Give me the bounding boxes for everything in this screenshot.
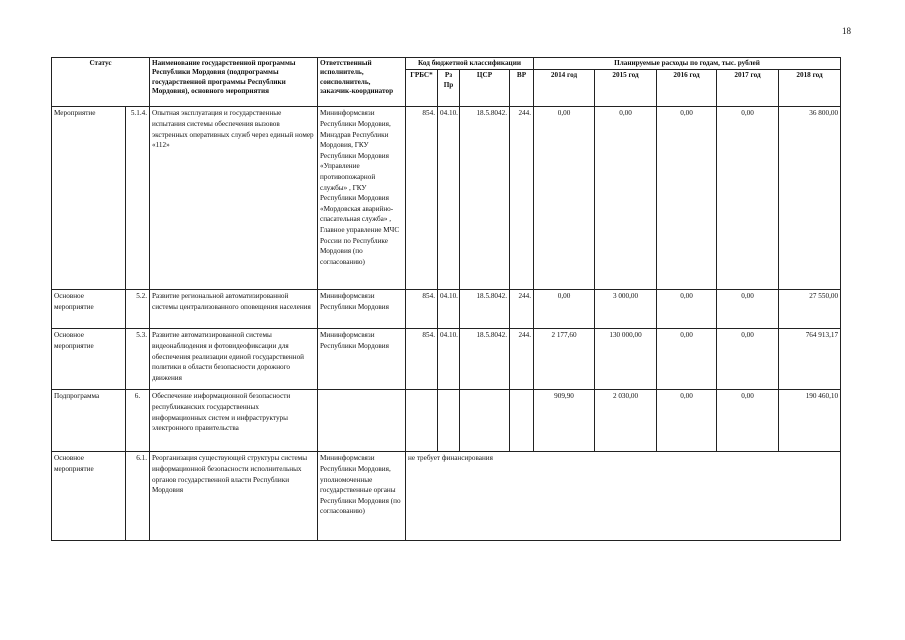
row-status: Основное мероприятие: [52, 290, 126, 329]
row-2015: 0,00: [595, 107, 657, 290]
row-vr: 244.: [510, 107, 534, 290]
row-vr: 244.: [510, 290, 534, 329]
header-status: Статус: [52, 58, 150, 107]
row-2014: 0,00: [534, 290, 595, 329]
header-grbs: ГРБС*: [406, 70, 438, 107]
row-name: Развитие региональной автоматизированной системы централизованного оповещения населения: [150, 290, 318, 329]
header-vr: ВР: [510, 70, 534, 107]
row-2016: 0,00: [657, 329, 717, 390]
table-row: [52, 329, 841, 390]
row-status: Мероприятие: [52, 107, 126, 290]
table-row: [52, 452, 841, 541]
row-grbs: [406, 390, 438, 452]
row-rz: 04.10.: [438, 107, 460, 290]
row-responsible: Мининформсвязи Республики Мордовия, уполномоченные государственные органы Республики Мордовия (по согласованию): [318, 452, 406, 541]
row-name: Реорганизация существующей структуры системы информационной безопасности исполнительных органов государственной власти Республики Мордовия: [150, 452, 318, 541]
row-rz: [438, 390, 460, 452]
row-2015: 130 000,00: [595, 329, 657, 390]
row-csr: [460, 390, 510, 452]
header-year-2015: 2015 год: [595, 70, 657, 107]
row-responsible: Мининформсвязи Республики Мордовия: [318, 290, 406, 329]
row-csr: 18.5.8042.: [460, 329, 510, 390]
row-2018: 27 550,00: [779, 290, 841, 329]
no-financing-note: не требует финансирования: [406, 452, 841, 541]
row-status: Основное мероприятие: [52, 329, 126, 390]
row-2018: 764 913,17: [779, 329, 841, 390]
row-name: Обеспечение информационной безопасности республиканских государственных информационных систем и инфраструктуры электронного правительства: [150, 390, 318, 452]
header-responsible: Ответственный исполнитель, соисполнитель, заказчик-координатор: [318, 58, 406, 107]
row-2016: 0,00: [657, 290, 717, 329]
header-planned: Планируемые расходы по годам, тыс. рублей: [534, 58, 841, 70]
row-number: 5.1.4.: [126, 107, 150, 290]
row-number: 5.2.: [126, 290, 150, 329]
row-responsible: [318, 390, 406, 452]
row-2015: 2 030,00: [595, 390, 657, 452]
header-name: Наименование государственной программы Республики Мордовия (подпрограммы государственной программы Республики Мордовия), основного мероприятия: [150, 58, 318, 107]
header-budget-code: Код бюджетной классификации: [406, 58, 534, 70]
row-vr: 244.: [510, 329, 534, 390]
row-2016: 0,00: [657, 107, 717, 290]
header-year-2017: 2017 год: [717, 70, 779, 107]
row-name: Развитие автоматизированной системы видеонаблюдения и фотовидеофиксации для обеспечения реализации единой государственной политики в области безопасности дорожного движения: [150, 329, 318, 390]
row-vr: [510, 390, 534, 452]
row-csr: 18.5.8042.: [460, 290, 510, 329]
row-2017: 0,00: [717, 390, 779, 452]
row-rz: 04.10.: [438, 329, 460, 390]
budget-table: [51, 57, 841, 541]
row-rz: 04.10.: [438, 290, 460, 329]
header-row-1: [52, 58, 841, 70]
header-year-2016: 2016 год: [657, 70, 717, 107]
header-rz: Рз Пр: [438, 70, 460, 107]
row-status: Основное мероприятие: [52, 452, 126, 541]
row-csr: 18.5.8042.: [460, 107, 510, 290]
header-csr: ЦСР: [460, 70, 510, 107]
row-number: 5.3.: [126, 329, 150, 390]
row-responsible: Мининформсвязи Республики Мордовия: [318, 329, 406, 390]
table-row: [52, 107, 841, 290]
subprogram-row: [52, 390, 841, 452]
row-grbs: 854.: [406, 107, 438, 290]
table-row: [52, 290, 841, 329]
row-2017: 0,00: [717, 107, 779, 290]
row-2017: 0,00: [717, 290, 779, 329]
row-2014: 2 177,60: [534, 329, 595, 390]
row-name: Опытная эксплуатация и государственные испытания системы обеспечения вызовов экстренных оперативных служб через единый номер «112»: [150, 107, 318, 290]
row-2018: 190 460,10: [779, 390, 841, 452]
header-year-2014: 2014 год: [534, 70, 595, 107]
header-year-2018: 2018 год: [779, 70, 841, 107]
row-number: 6.: [126, 390, 150, 452]
row-2014: 0,00: [534, 107, 595, 290]
row-grbs: 854.: [406, 290, 438, 329]
row-status: Подпрограмма: [52, 390, 126, 452]
row-grbs: 854.: [406, 329, 438, 390]
row-2016: 0,00: [657, 390, 717, 452]
row-2018: 36 800,00: [779, 107, 841, 290]
row-2014: 909,90: [534, 390, 595, 452]
row-responsible: Мининформсвязи Республики Мордовия, Минздрав Республики Мордовия, ГКУ Республики Мордовия «Управление противопожарной службы» , ГКУ Республики Мордовия «Мордовская аварийно-спасательная служба» , Главное управление МЧС России по Республике Мордовия (по согласованию): [318, 107, 406, 290]
row-2017: 0,00: [717, 329, 779, 390]
row-2015: 3 000,00: [595, 290, 657, 329]
page-number: 18: [842, 26, 851, 36]
row-number: 6.1.: [126, 452, 150, 541]
